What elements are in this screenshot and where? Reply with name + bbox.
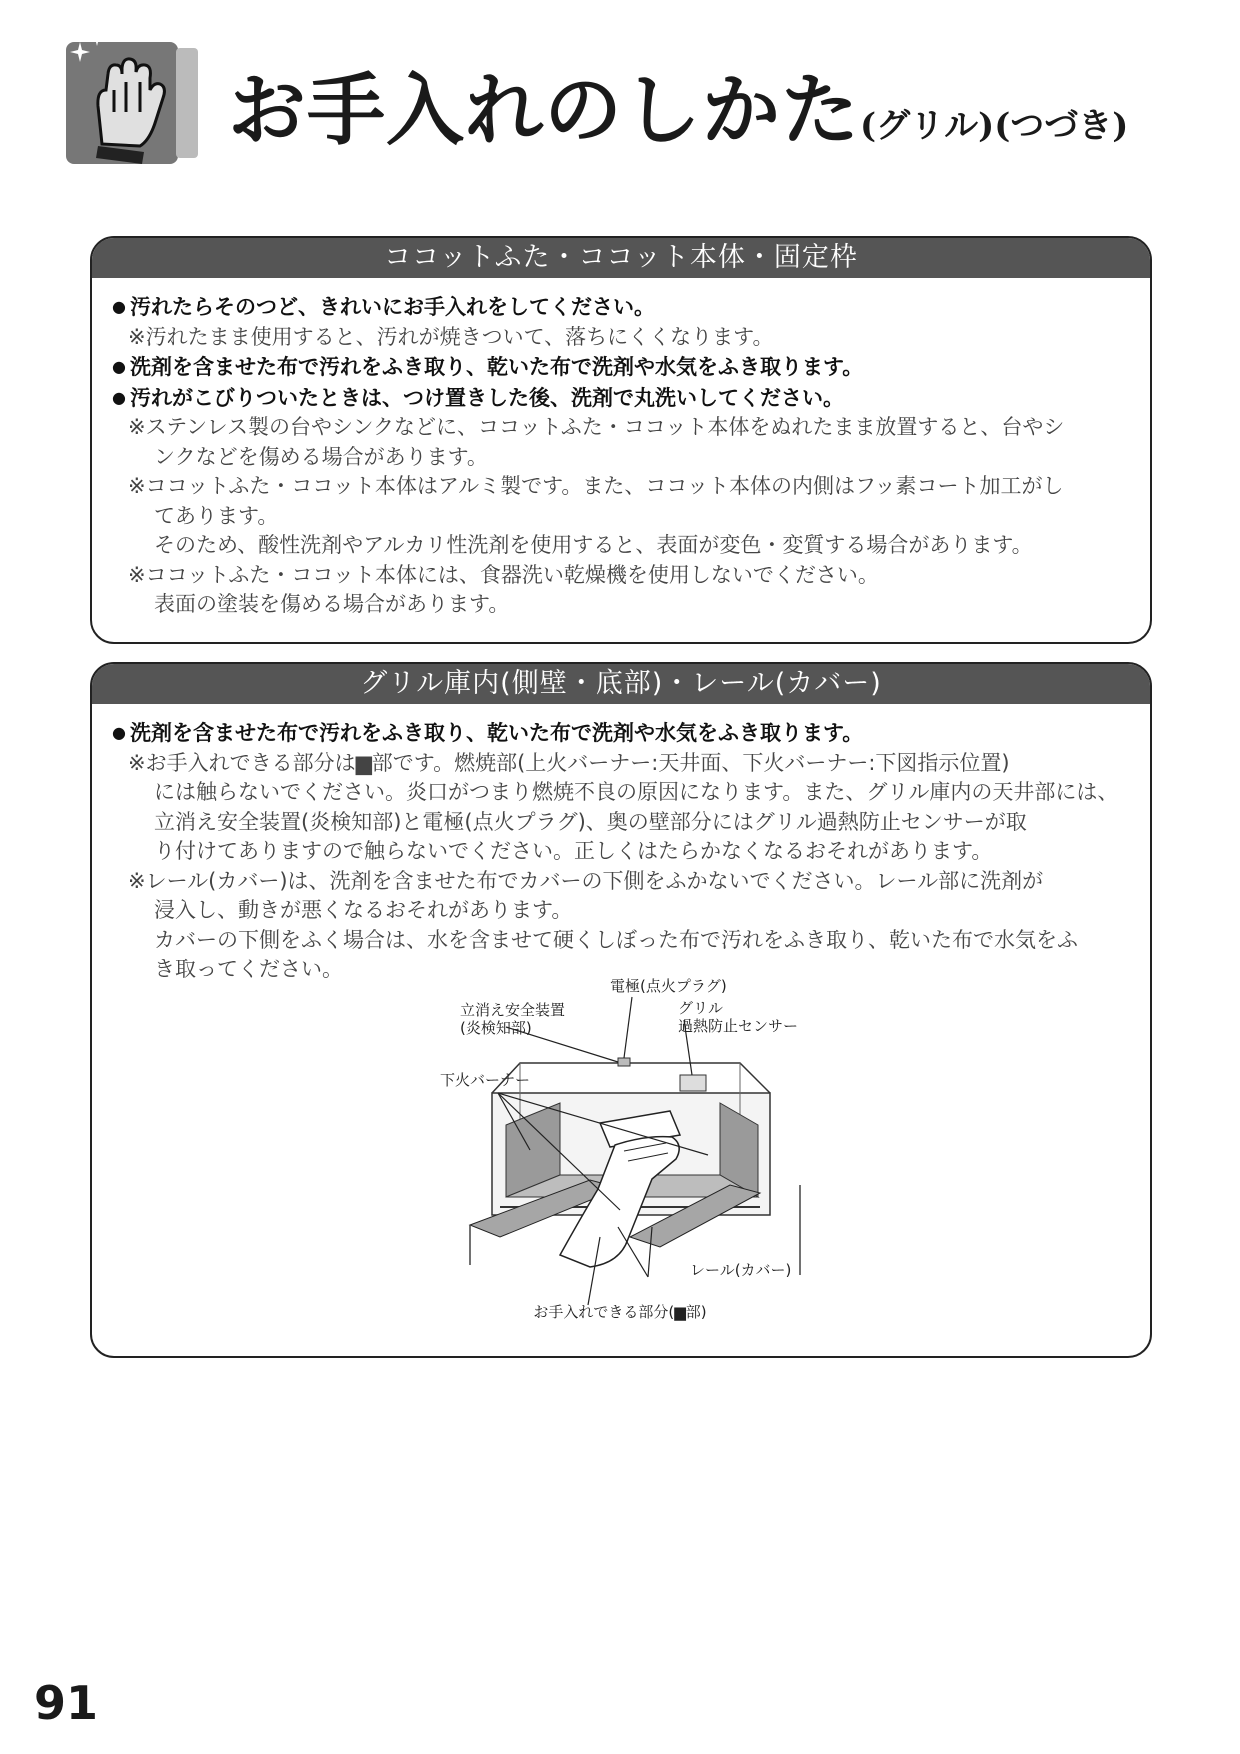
label-sensor-1: グリル: [678, 999, 724, 1017]
label-safety-device-2: (炎検知部): [460, 1019, 532, 1037]
section-cocotte: [90, 236, 1152, 644]
title-main: お手入れのしかた: [228, 65, 861, 156]
bullet-line: ● 汚れがこびりついたときは、つけ置きした後、洗剤で丸洗いしてください。: [112, 383, 1130, 414]
note-line: そのため、酸性洗剤やアルカリ性洗剤を使用すると、表面が変色・変質する場合があります。: [154, 533, 1033, 557]
note-line: 表面の塗装を傷める場合があります。: [154, 592, 510, 616]
label-cleanable-area: お手入れできる部分(▆部): [533, 1303, 707, 1321]
note-line: てあります。: [154, 503, 279, 528]
label-electrode: 電極(点火プラグ): [610, 977, 727, 995]
note-line: ンクなどを傷める場合があります。: [154, 444, 488, 469]
bullet-line: ● 洗剤を含ませた布で汚れをふき取り、乾いた布で洗剤や水気をふき取ります。: [112, 718, 1130, 749]
section-grill-body: [92, 704, 1150, 985]
section-cocotte-heading: ココットふた・ココット本体・固定枠: [92, 238, 1150, 278]
note-line: には触らないでください。炎口がつまり燃焼不良の原因になります。また、グリル庫内の天井部には、: [154, 780, 1119, 804]
bullet-line: ● 汚れたらそのつど、きれいにお手入れをしてください。: [112, 292, 1130, 323]
note-line: ※レール(カバー)は、洗剤を含ませた布でカバーの下側をふかないでください。レール部に洗剤が: [128, 868, 1044, 893]
label-lower-burner: 下火バーナー: [440, 1071, 531, 1089]
grill-illustration: [470, 1058, 800, 1275]
page-number: 91: [34, 1676, 99, 1730]
section-grill-heading: グリル庫内(側壁・底部)・レール(カバー): [92, 664, 1150, 704]
note-line: ※ココットふた・ココット本体はアルミ製です。また、ココット本体の内側はフッ素コート加工がし: [128, 474, 1064, 498]
hand-cleaning-icon: [64, 34, 204, 174]
note-line: ※ステンレス製の台やシンクなどに、ココットふた・ココット本体をぬれたまま放置すると、台やシ: [128, 415, 1065, 439]
page-title: [228, 48, 1228, 156]
note-line: ※ココットふた・ココット本体には、食器洗い乾燥機を使用しないでください。: [128, 562, 879, 587]
note-line: ※汚れたまま使用すると、汚れが焼きついて、落ちにくくなります。: [128, 324, 774, 349]
label-rail-cover: レール(カバー): [690, 1261, 792, 1279]
section-cocotte-body: [92, 278, 1150, 620]
bullet-line: ● 洗剤を含ませた布で汚れをふき取り、乾いた布で洗剤や水気をふき取ります。: [112, 352, 1130, 383]
note-line: り付けてありますので触らないでください。正しくはたらかなくなるおそれがあります。: [154, 839, 993, 863]
note-line: ※お手入れできる部分は▆部です。燃焼部(上火バーナー:天井面、下火バーナー:下図指示位置): [128, 750, 1010, 775]
note-line: き取ってください。: [154, 957, 343, 981]
note-line: 立消え安全装置(炎検知部)と電極(点火プラグ)、奥の壁部分にはグリル過熱防止センサーが取: [154, 809, 1027, 834]
label-safety-device-1: 立消え安全装置: [460, 1001, 566, 1019]
title-sub: (グリル)(つづき): [860, 106, 1129, 146]
note-line: カバーの下側をふく場合は、水を含ませて硬くしぼった布で汚れをふき取り、乾いた布で水気をふ: [154, 927, 1078, 952]
note-line: 浸入し、動きが悪くなるおそれがあります。: [154, 898, 573, 922]
label-sensor-2: 過熱防止センサー: [678, 1017, 799, 1035]
grill-diagram: [440, 975, 840, 1345]
